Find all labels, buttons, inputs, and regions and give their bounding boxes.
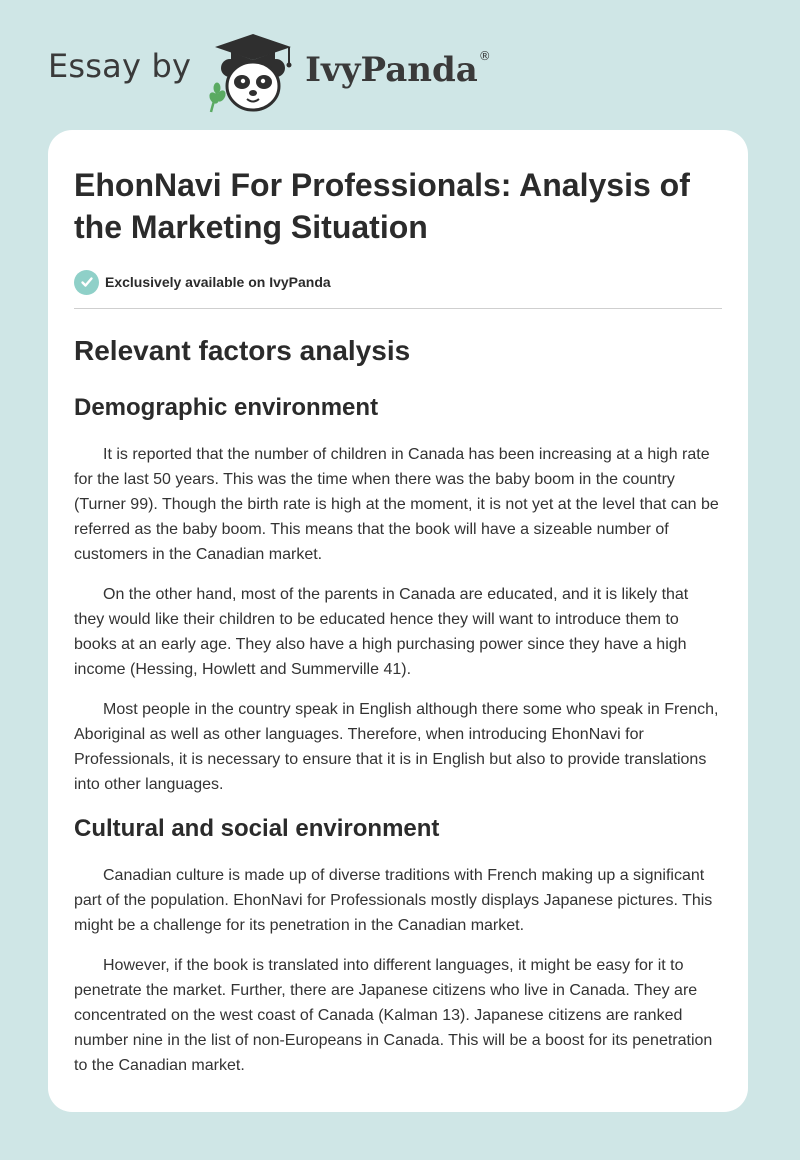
paragraph: On the other hand, most of the parents in Canada are educated, and it is likely that they would like their children to be educated hence they will want to introduce them to books at an early age. They also have a high purchasing power since they have a high income (Hessing, Howlett and Summerville 41). — [74, 586, 689, 678]
check-circle-icon — [74, 270, 99, 295]
divider — [74, 308, 722, 309]
exclusive-label: Exclusively available on IvyPanda — [105, 274, 331, 290]
paragraph: Most people in the country speak in English although there some who speak in French, Aboriginal as well as other languages. Therefore, when introducing EhonNavi for Professionals, it is necessary to ensure that it is in English but also to provide translations into other languages. — [74, 701, 719, 793]
registered-mark: ® — [478, 49, 491, 63]
panda-graduate-icon — [205, 30, 301, 114]
paragraph: However, if the book is translated into different languages, it might be easy for it to penetrate the market. Further, there are Japanese citizens who live in Canada. They are concentrated on the west coast of Canada (Kalman 13). Japanese citizens are ranked number nine in the list of non-Europeans in Canada. This will be a boost for its penetration to the Canadian market. — [74, 957, 713, 1074]
subsection-cultural-social — [74, 813, 722, 1078]
subsection-heading: Demographic environment — [74, 394, 379, 421]
exclusive-badge — [74, 268, 722, 296]
subsection-demographic — [74, 392, 722, 797]
brand-header[interactable] — [48, 30, 491, 114]
brand-name: IvyPanda — [305, 50, 478, 90]
page-title: EhonNavi For Professionals: Analysis of the Marketing Situation — [74, 167, 690, 245]
subsection-heading: Cultural and social environment — [74, 815, 440, 842]
paragraph: It is reported that the number of children in Canada has been increasing at a high rate for the last 50 years. This was the time when there was the baby boom in the country (Turner 99). Though the birth rate is high at the moment, it is not yet at the level that can be referred as the baby boom. This means that the book will have a sizeable number of customers in the Canadian market. — [74, 446, 719, 563]
section-heading: Relevant factors analysis — [74, 335, 411, 366]
paragraph: Canadian culture is made up of diverse traditions with French making up a significant part of the population. EhonNavi for Professionals mostly displays Japanese pictures. This might be a challenge for its penetration in the Canadian market. — [74, 867, 713, 934]
article-card — [48, 130, 748, 1112]
brand-prefix: Essay by — [48, 47, 192, 85]
